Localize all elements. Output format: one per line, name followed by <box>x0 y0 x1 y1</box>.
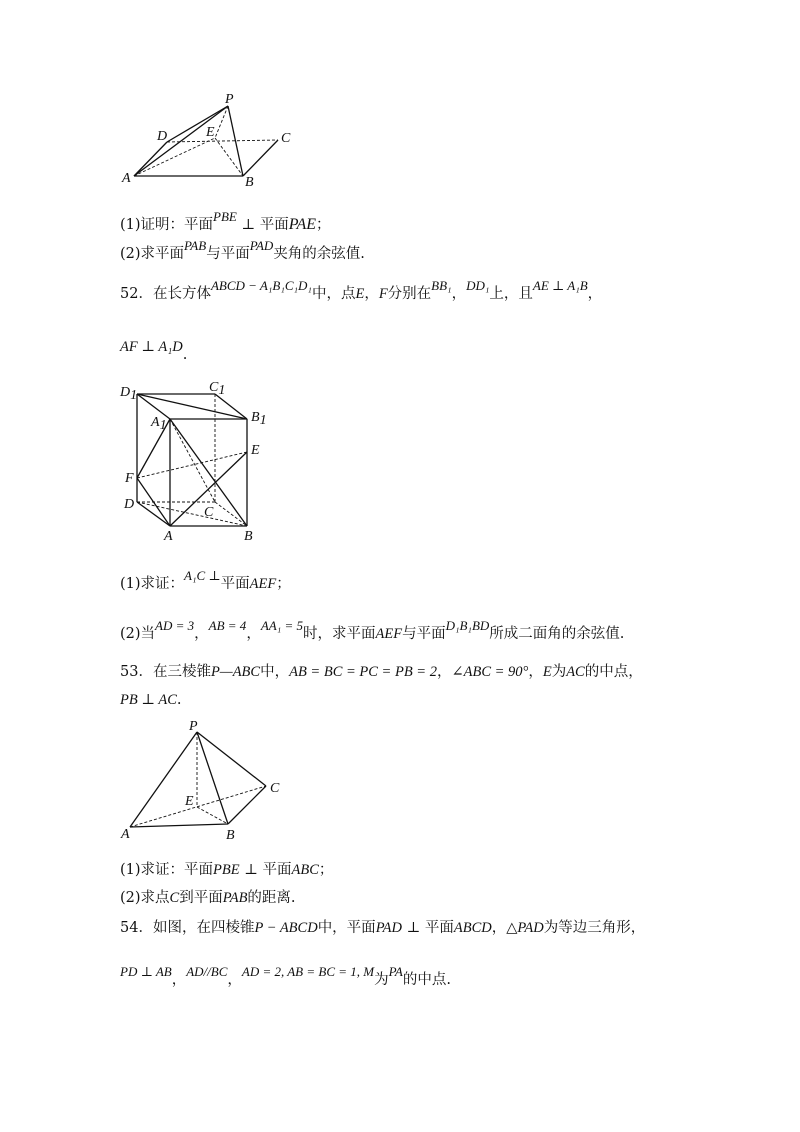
p53-question-2 <box>120 888 296 908</box>
label-C: C <box>281 131 291 146</box>
p51-q1-plane1: PBE <box>213 209 237 224</box>
p52-number: 52．在长方体 <box>120 286 211 302</box>
p53-equal-lengths: AB = BC = PC = PB = 2 <box>289 664 437 680</box>
p52-q2-comma2: ， <box>246 626 261 642</box>
figure-53 <box>115 716 290 842</box>
p51-q1-plane2: PAE <box>288 216 316 233</box>
label-A1: A1 <box>151 415 167 433</box>
p54-cond1: PD ⊥ AB <box>120 964 172 979</box>
p53-end1: 的中点， <box>584 664 643 680</box>
p53-q1-end: ； <box>318 862 334 878</box>
p54-end2: 的中点. <box>402 972 451 988</box>
p51-q2-mid: 与平面 <box>206 246 250 262</box>
p54-cond2: AD//BC <box>186 964 228 979</box>
label-E: E <box>251 443 260 458</box>
p52-q1-mid: 平面 <box>220 576 250 592</box>
edge-AE <box>134 138 215 176</box>
p53-q1-plane1: PBE <box>213 862 240 878</box>
p52-comma2: ， <box>451 286 467 302</box>
p52-condition-1: AE ⊥ A₁B <box>532 278 588 293</box>
p54-segment-PA: PA <box>388 964 403 979</box>
label-A: A <box>164 529 173 543</box>
p54-solid: P − ABCD <box>254 920 318 936</box>
p52-condition-2: AF ⊥ A₁D <box>120 339 183 355</box>
p52-q1-prefix: (1)求证： <box>120 576 185 592</box>
label-A: A <box>122 171 131 186</box>
p53-angle: ∠ABC = 90° <box>451 664 529 680</box>
p52-q2-cond1: AD = 3 <box>155 618 195 633</box>
p54-plane2: ABCD <box>453 920 492 936</box>
p52-q2-cond2: AB = 4 <box>208 618 247 633</box>
p52-mid3: 上，且 <box>489 286 533 302</box>
p53-stem-line-1 <box>120 662 643 682</box>
p53-comma1: ， <box>436 664 452 680</box>
p52-solid: ABCD − A₁B₁C₁D₁ <box>210 278 312 293</box>
p52-q2-plane1: AEF <box>375 626 403 642</box>
label-F: F <box>125 471 134 486</box>
edge-FE <box>137 452 247 478</box>
p54-plane1: PAD <box>375 920 403 936</box>
p52-q1-end: ； <box>276 576 291 592</box>
edge-PC <box>197 732 266 786</box>
p52-segment-1: BB₁ <box>431 278 452 293</box>
p52-q1-line: A₁C ⊥ <box>184 568 221 583</box>
p52-mid1: 中，点 <box>311 286 356 302</box>
p53-q2-prefix: (2)求点 <box>120 890 170 906</box>
label-A: A <box>121 827 130 842</box>
figure-52 <box>117 378 277 543</box>
p52-comma1: ， <box>364 286 379 302</box>
p51-q2-plane2: PAD <box>249 238 274 253</box>
p53-q2-plane: PAB <box>222 890 248 906</box>
p54-comma2: ， <box>171 972 187 988</box>
p53-mid2: 为 <box>551 664 567 680</box>
p51-q2-plane1: PAB <box>184 238 207 253</box>
label-B: B <box>245 175 254 190</box>
p52-q2-mid2: 与平面 <box>402 626 446 642</box>
p51-question-2 <box>120 238 365 264</box>
p52-q2-prefix: (2)当 <box>120 626 156 642</box>
p52-question-2 <box>120 618 625 644</box>
p52-end1: ， <box>587 286 603 302</box>
p53-q1-prefix: (1)求证：平面 <box>120 862 214 878</box>
edge-A1C <box>170 419 215 502</box>
label-E: E <box>206 125 215 140</box>
p51-q2-prefix: (2)求平面 <box>120 246 185 262</box>
p53-end2: . <box>176 692 182 708</box>
p52-segment-2: DD₁ <box>466 278 490 293</box>
label-C: C <box>204 505 214 520</box>
p53-q2-end: 的距离. <box>247 890 296 906</box>
label-D: D <box>124 497 135 512</box>
label-P: P <box>189 719 198 734</box>
p52-q2-end: 所成二面角的余弦值. <box>489 626 625 642</box>
p54-perp: ⊥ 平面 <box>402 920 454 936</box>
p54-mid2: 为 <box>374 972 389 988</box>
p53-comma2: ， <box>528 664 543 680</box>
edge-PB <box>197 732 228 824</box>
p54-number: 54．如图，在四棱锥 <box>120 920 255 936</box>
p52-q2-plane2: D₁B₁BD <box>445 618 490 633</box>
edge-PB <box>228 106 243 176</box>
p54-triangle: △PAD <box>506 920 544 936</box>
p54-end1: 为等边三角形， <box>543 920 646 936</box>
p53-condition: PB ⊥ AC <box>120 692 177 708</box>
edge-BC <box>243 140 278 176</box>
p53-segment-AC: AC <box>566 664 585 680</box>
edge-PA <box>130 732 197 827</box>
p52-q1-plane: AEF <box>249 576 277 592</box>
label-E: E <box>185 794 194 809</box>
p53-q2-point: C <box>169 890 180 906</box>
label-P: P <box>225 92 234 107</box>
p54-stem-line-1 <box>120 918 645 938</box>
p52-question-1 <box>120 568 291 594</box>
label-D: D <box>157 129 168 144</box>
p53-point-E: E <box>542 664 552 680</box>
figure-51 <box>115 90 305 190</box>
p54-cond3: AD = 2, AB = BC = 1, M <box>241 964 375 979</box>
p52-point-E: E <box>355 286 365 302</box>
p51-q1-perp: ⊥ 平面 <box>236 217 289 233</box>
p53-q2-mid: 到平面 <box>179 890 223 906</box>
p53-q1-perp: ⊥ 平面 <box>239 862 292 878</box>
p53-q1-plane2: ABC <box>291 862 319 878</box>
p54-comma1: ， <box>491 920 507 936</box>
edge-DC <box>167 140 278 142</box>
p51-q1-prefix: (1)证明：平面 <box>120 217 214 233</box>
p53-mid1: 中， <box>260 664 290 680</box>
edge-DP <box>167 106 228 142</box>
label-C1: C1 <box>209 380 226 398</box>
p53-question-1 <box>120 860 333 880</box>
label-B: B <box>244 529 253 543</box>
p52-q2-mid1: 时，求平面 <box>303 626 376 642</box>
p52-mid2: 分别在 <box>387 286 432 302</box>
label-C: C <box>270 781 280 796</box>
p52-q2-cond3: AA₁ = 5 <box>260 618 303 633</box>
p54-comma3: ， <box>227 972 242 988</box>
label-B: B <box>226 828 235 842</box>
p51-question-1 <box>120 209 331 235</box>
p51-q2-end: 夹角的余弦值. <box>273 246 365 262</box>
p51-q1-end: ； <box>316 217 331 233</box>
p54-stem-line-2 <box>120 964 451 990</box>
p52-stem-line-1 <box>120 278 603 304</box>
p54-mid1: 中，平面 <box>317 920 376 936</box>
edge-AD <box>134 142 167 176</box>
p52-stem-line-2 <box>120 337 188 363</box>
edge-AB <box>130 824 228 827</box>
p53-solid: P—ABC <box>210 664 261 680</box>
p52-end2: . <box>182 347 188 363</box>
p52-point-F: F <box>378 286 388 302</box>
label-B1: B1 <box>251 410 267 428</box>
p53-stem-line-2 <box>120 690 181 710</box>
p52-q2-comma1: ， <box>194 626 209 642</box>
p53-number: 53．在三棱锥 <box>120 664 211 680</box>
label-D1: D1 <box>120 385 138 403</box>
